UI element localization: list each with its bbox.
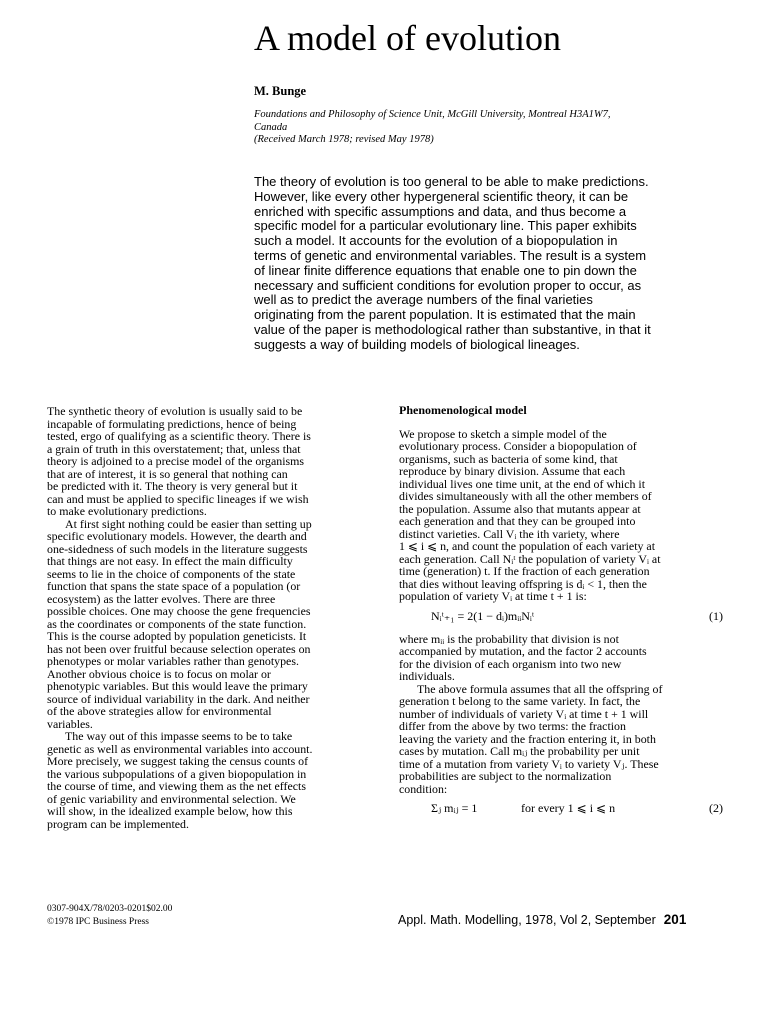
equation-expression: Nᵢᵗ₊₁ = 2(1 − dᵢ)mᵢᵢNᵢᵗ <box>431 608 535 623</box>
text-line: 1 ⩽ i ⩽ n, and count the population of each variety at <box>399 539 656 553</box>
abstract-line: value of the paper is methodological rather than substantive, in that it <box>254 321 651 337</box>
text-line: the course of time, and viewing them as the net effects <box>47 779 306 793</box>
affiliation-block <box>254 109 704 147</box>
text-line: time of a mutation from variety Vᵢ to variety Vⱼ. These <box>399 756 659 771</box>
equation-1 <box>399 603 729 633</box>
text-line: divides simultaneously with all the other members of <box>399 489 652 503</box>
text-line: At first sight nothing could be easier than setting up <box>65 516 312 531</box>
text-line: the various subpopulations of a given biopopulation in <box>47 766 307 781</box>
paragraph <box>399 428 729 603</box>
text-line: organisms, such as bacteria of some kind, that <box>399 451 618 466</box>
text-line: generation t belong to the same variety. In fact, the <box>399 694 641 708</box>
text-line: that things are not easy. In effect the main difficulty <box>47 554 293 568</box>
left-column <box>47 405 372 830</box>
text-line: More precisely, we suggest taking the census counts of <box>47 754 309 768</box>
text-line: individual lives one time unit, at the end of which it <box>399 476 646 491</box>
text-line: This is the course adopted by population geneticists. It <box>47 629 307 643</box>
text-line: cases by mutation. Call mᵢⱼ the probability per unit <box>399 744 640 758</box>
text-line: number of individuals of variety Vᵢ at time t + 1 will <box>399 706 649 721</box>
abstract-line: necessary and sufficient conditions for evolution proper to occur, as <box>254 277 642 293</box>
text-line: can and must be applied to specific lineages if we wish <box>47 491 309 506</box>
affiliation-line: Foundations and Philosophy of Science Unit, McGill University, Montreal H3A1W7, <box>254 109 611 120</box>
abstract-line: well as to predict the average numbers of the final varieties <box>254 292 593 308</box>
text-line: individuals. <box>399 669 455 683</box>
abstract <box>254 175 724 353</box>
text-line: function that spans the state space of a population (or <box>47 579 301 593</box>
text-line: for the division of each organism into two new <box>399 656 622 671</box>
copyright: ©1978 IPC Business Press <box>47 917 149 927</box>
abstract-line: specific model for a particular evolutionary line. This paper exhibits <box>254 218 637 234</box>
text-line: to make evolutionary predictions. <box>47 504 207 518</box>
affiliation-line: Canada <box>254 121 288 133</box>
text-line: ecosystem) as the latter evolves. There are three <box>47 591 276 606</box>
journal-citation: Appl. Math. Modelling, 1978, Vol 2, September <box>398 913 656 927</box>
text-line: leaving the variety and the fraction entering it, in both <box>399 731 656 746</box>
text-line: where mᵢᵢ is the probability that division is not <box>399 631 619 646</box>
footer-publication-info <box>47 903 172 929</box>
text-line: probabilities are subject to the normalization <box>399 769 612 783</box>
author-name: M. Bunge <box>254 84 307 98</box>
text-line: accompanied by mutation, and the factor 2 accounts <box>399 644 647 658</box>
text-line: each generation. Call Nᵢᵗ the population of variety Vᵢ at <box>399 551 661 566</box>
text-line: evolutionary process. Consider a biopopulation of <box>399 439 637 453</box>
text-line: that dies without leaving offspring is dᵢ < 1, then the <box>399 576 647 591</box>
text-line: will show, in the idealized example below, how this <box>47 804 293 818</box>
issn-code: 0307-904X/78/0203-0201$02.00 <box>47 904 173 914</box>
text-line: specific evolutionary models. However, the dearth and <box>47 529 307 543</box>
right-column <box>399 404 729 829</box>
text-line: The above formula assumes that all the offspring of <box>417 681 663 696</box>
text-line: population of variety Vᵢ at time t + 1 is: <box>399 589 587 603</box>
text-line: time (generation) t. If the fraction of each generation <box>399 564 650 578</box>
abstract-line: of linear finite difference equations that enable one to pin down the <box>254 262 637 278</box>
text-line: of genic variability and environmental selection. We <box>47 791 296 806</box>
text-line: source of individual variability in the dark. And neither <box>47 691 310 706</box>
text-line: be predicted with it. The theory is very general but it <box>47 479 298 493</box>
text-line: The synthetic theory of evolution is usually said to be <box>47 404 303 418</box>
section-heading: Phenomenological model <box>399 403 527 417</box>
text-line: of the above strategies allow for environmental <box>47 704 272 718</box>
equation-expression: Σⱼ mᵢⱼ = 1 <box>431 801 478 815</box>
text-line: one-sidedness of such models in the literature suggests <box>47 541 308 556</box>
text-line: differ from the above by two terms: the fraction <box>399 719 626 733</box>
abstract-line: suggests a way of building models of biological lineages. <box>254 336 580 352</box>
text-line: possible choices. One may choose the gene frequencies <box>47 604 311 618</box>
text-line: each generation and that they can be grouped into <box>399 514 636 528</box>
paragraph <box>399 633 729 796</box>
text-line: theory is adjoined to a precise model of the organisms <box>47 454 305 468</box>
text-line: phenotypes or molar variables rather than genotypes. <box>47 654 299 668</box>
paper-title: A model of evolution <box>254 18 561 58</box>
page-number: 201 <box>663 912 687 927</box>
equation-condition: for every 1 ⩽ i ⩽ n <box>521 801 616 815</box>
abstract-line: terms of genetic and environmental variables. The result is a system <box>254 247 647 263</box>
text-line: a grain of truth in this overstatement; that, unless that <box>47 441 301 456</box>
text-line: phenotypic variables. But this would leave the primary <box>47 679 308 693</box>
text-line: seems to lie in the choice of components of the state <box>47 566 296 581</box>
text-line: program can be implemented. <box>47 816 189 831</box>
equation-2 <box>399 795 729 829</box>
text-line: variables. <box>47 716 93 731</box>
text-line: The way out of this impasse seems to be to take <box>65 729 293 743</box>
text-line: Another obvious choice is to focus on molar or <box>47 666 271 681</box>
text-line: genetic as well as environmental variables into account. <box>47 741 313 756</box>
abstract-line: The theory of evolution is too general to be able to make predictions. <box>254 174 649 189</box>
text-line: reproduce by binary division. Assume that each <box>399 464 626 478</box>
text-line: the population. Assume also that mutants appear at <box>399 501 641 516</box>
text-line: incapable of formulating predictions, hence of being <box>47 416 297 431</box>
text-line: distinct varieties. Call Vᵢ the ith variety, where <box>399 526 620 541</box>
text-line: as the coordinates or components of the state function. <box>47 616 307 631</box>
text-line: has not been over fruitful because selection operates on <box>47 641 311 656</box>
text-line: condition: <box>399 781 448 796</box>
text-line: We propose to sketch a simple model of the <box>399 426 607 441</box>
equation-number: (2) <box>709 801 723 815</box>
footer-journal <box>398 912 686 927</box>
abstract-line: originating from the parent population. It is estimated that the main <box>254 307 636 323</box>
text-line: that are of interest, it is so general that nothing can <box>47 466 288 481</box>
equation-number: (1) <box>709 608 723 623</box>
abstract-line: such a model. It accounts for the evolution of a biopopulation in <box>254 233 618 249</box>
affiliation-line: (Received March 1978; revised May 1978) <box>254 134 434 145</box>
abstract-line: enriched with specific assumptions and data, and thus become a <box>254 203 627 219</box>
abstract-line: However, like every other hypergeneral scientific theory, it can be <box>254 188 629 204</box>
text-line: tested, ergo of qualifying as a scientific theory. There is <box>47 429 311 443</box>
